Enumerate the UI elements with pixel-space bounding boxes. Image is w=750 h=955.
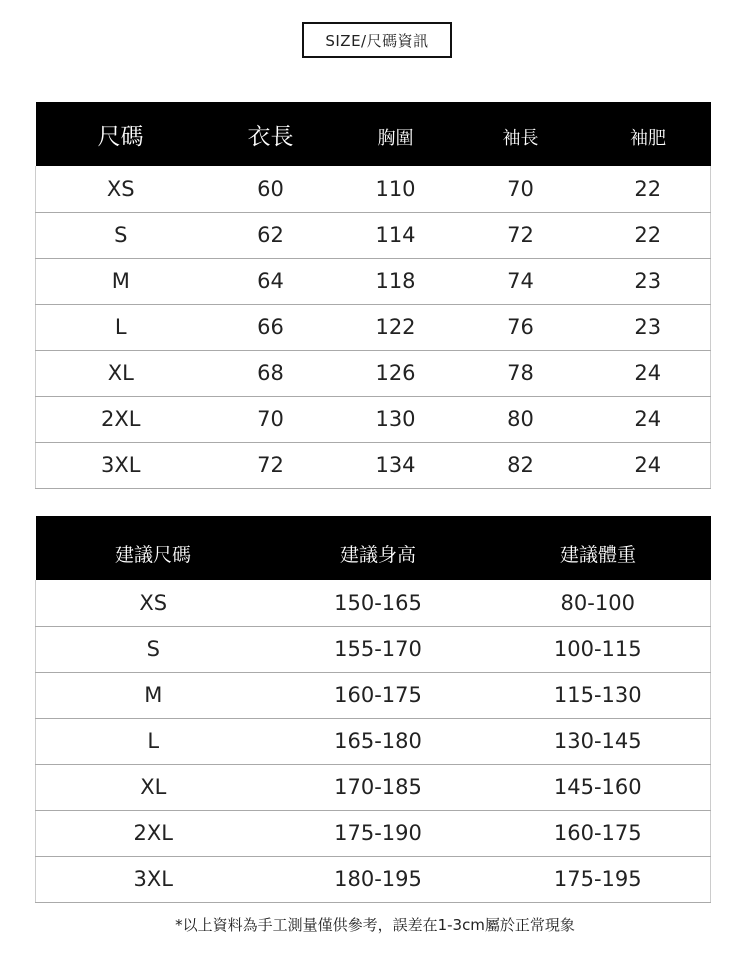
cell-sleeve-width: 24 bbox=[586, 396, 711, 442]
cell-length: 70 bbox=[206, 396, 336, 442]
cell-sleeve-length: 82 bbox=[456, 442, 586, 488]
cell-rec-size: S bbox=[36, 626, 271, 672]
cell-size: M bbox=[36, 258, 206, 304]
table-row bbox=[36, 304, 711, 350]
cell-rec-size: XL bbox=[36, 764, 271, 810]
cell-sleeve-width: 24 bbox=[586, 350, 711, 396]
page-title: SIZE/尺碼資訊 bbox=[302, 22, 452, 58]
cell-rec-weight: 160-175 bbox=[486, 810, 711, 856]
table-row bbox=[36, 672, 711, 718]
table-row bbox=[36, 212, 711, 258]
table-row bbox=[36, 580, 711, 626]
cell-sleeve-length: 76 bbox=[456, 304, 586, 350]
header-chest: 胸圍 bbox=[336, 102, 456, 166]
cell-length: 72 bbox=[206, 442, 336, 488]
cell-size: XL bbox=[36, 350, 206, 396]
cell-rec-weight: 145-160 bbox=[486, 764, 711, 810]
cell-rec-size: L bbox=[36, 718, 271, 764]
cell-sleeve-width: 22 bbox=[586, 212, 711, 258]
cell-rec-weight: 80-100 bbox=[486, 580, 711, 626]
table-row bbox=[36, 626, 711, 672]
cell-sleeve-length: 78 bbox=[456, 350, 586, 396]
cell-rec-size: M bbox=[36, 672, 271, 718]
cell-rec-weight: 100-115 bbox=[486, 626, 711, 672]
cell-rec-size: XS bbox=[36, 580, 271, 626]
cell-sleeve-length: 72 bbox=[456, 212, 586, 258]
cell-rec-height: 150-165 bbox=[271, 580, 486, 626]
header-rec-size: 建議尺碼 bbox=[36, 516, 271, 580]
measurement-note: *以上資料為手工測量僅供參考，誤差在1-3cm屬於正常現象 bbox=[175, 916, 575, 934]
cell-rec-height: 175-190 bbox=[271, 810, 486, 856]
cell-length: 68 bbox=[206, 350, 336, 396]
cell-chest: 122 bbox=[336, 304, 456, 350]
cell-rec-size: 3XL bbox=[36, 856, 271, 902]
cell-sleeve-length: 80 bbox=[456, 396, 586, 442]
rec-table-header-row bbox=[36, 516, 711, 580]
cell-rec-height: 165-180 bbox=[271, 718, 486, 764]
cell-size: XS bbox=[36, 166, 206, 212]
cell-chest: 130 bbox=[336, 396, 456, 442]
cell-rec-height: 180-195 bbox=[271, 856, 486, 902]
table-row bbox=[36, 810, 711, 856]
table-row bbox=[36, 856, 711, 902]
cell-size: 3XL bbox=[36, 442, 206, 488]
cell-chest: 110 bbox=[336, 166, 456, 212]
header-sleeve-length: 袖長 bbox=[456, 102, 586, 166]
cell-rec-height: 170-185 bbox=[271, 764, 486, 810]
cell-length: 62 bbox=[206, 212, 336, 258]
cell-size: 2XL bbox=[36, 396, 206, 442]
cell-sleeve-width: 24 bbox=[586, 442, 711, 488]
cell-sleeve-length: 70 bbox=[456, 166, 586, 212]
table-row bbox=[36, 166, 711, 212]
cell-sleeve-width: 23 bbox=[586, 304, 711, 350]
header-sleeve-width: 袖肥 bbox=[586, 102, 711, 166]
table-row bbox=[36, 442, 711, 488]
table-row bbox=[36, 718, 711, 764]
cell-length: 66 bbox=[206, 304, 336, 350]
cell-sleeve-length: 74 bbox=[456, 258, 586, 304]
table-row bbox=[36, 350, 711, 396]
recommendation-table bbox=[35, 516, 711, 903]
header-size: 尺碼 bbox=[36, 102, 206, 166]
size-table-header-row bbox=[36, 102, 711, 166]
cell-rec-height: 160-175 bbox=[271, 672, 486, 718]
cell-length: 60 bbox=[206, 166, 336, 212]
header-rec-weight: 建議體重 bbox=[486, 516, 711, 580]
cell-chest: 118 bbox=[336, 258, 456, 304]
cell-length: 64 bbox=[206, 258, 336, 304]
cell-rec-weight: 115-130 bbox=[486, 672, 711, 718]
table-row bbox=[36, 258, 711, 304]
cell-sleeve-width: 22 bbox=[586, 166, 711, 212]
cell-rec-height: 155-170 bbox=[271, 626, 486, 672]
size-chart-table bbox=[35, 102, 711, 489]
cell-size: S bbox=[36, 212, 206, 258]
header-length: 衣長 bbox=[206, 102, 336, 166]
cell-size: L bbox=[36, 304, 206, 350]
cell-chest: 126 bbox=[336, 350, 456, 396]
cell-rec-weight: 175-195 bbox=[486, 856, 711, 902]
cell-chest: 134 bbox=[336, 442, 456, 488]
cell-chest: 114 bbox=[336, 212, 456, 258]
table-row bbox=[36, 396, 711, 442]
cell-sleeve-width: 23 bbox=[586, 258, 711, 304]
cell-rec-weight: 130-145 bbox=[486, 718, 711, 764]
header-rec-height: 建議身高 bbox=[271, 516, 486, 580]
table-row bbox=[36, 764, 711, 810]
cell-rec-size: 2XL bbox=[36, 810, 271, 856]
